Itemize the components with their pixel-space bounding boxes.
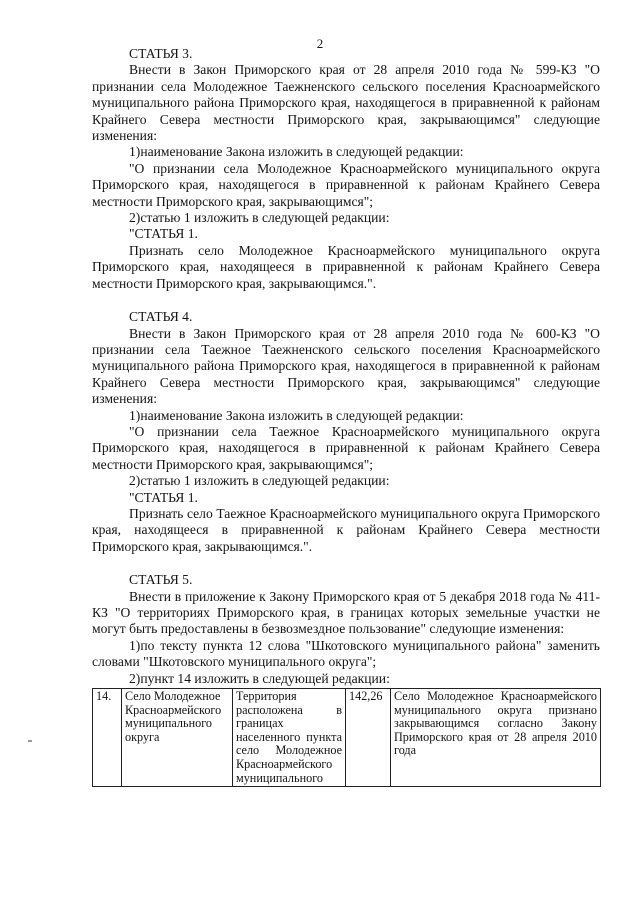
table-cell-area: 142,26 [346,689,391,787]
article-4-quote-heading: "СТАТЬЯ 1. [129,489,198,505]
table-cell-number: 14. [93,689,122,787]
article-4-item-1-text: "О признании села Таежное Красноармейского муниципального округа Приморского края, находящегося в приравненной к районам Крайнего Севера местности Приморского края, закрывающимся"; [92,423,600,472]
article-5-heading: СТАТЬЯ 5. [129,572,193,588]
article-5-intro: Внести в приложение к Закону Приморского края от 5 декабря 2018 года № 411-КЗ "О территориях Приморского края, в границах которых земельные участки не могут быть предоставлены в безвозмездное пользование" следующие изменения: [92,588,600,637]
article-4-item-1: 1)наименование Закона изложить в следующей редакции: [129,407,464,423]
table-cell-note: Село Молодежное Красноармейского муниципального округа признано закрывающимся согласно Закону Приморского края от 28 апреля 2010 года [391,689,601,787]
article-3-item-1-text: "О признании села Молодежное Красноармейского муниципального округа Приморского края, находящегося в приравненной к районам Крайнего Севера местности Приморского края, закрывающимся"; [92,160,600,209]
article-3-intro: Внести в Закон Приморского края от 28 апреля 2010 года № 599-КЗ "О признании села Молодежное Таежненского сельского поселения Красноармейского муниципального района Приморского края, находящегося в приравненной к районам Крайнего Севера местности Приморского края, закрывающимся" следующие изменения: [92,62,600,144]
article-3-quote-heading: "СТАТЬЯ 1. [129,226,198,242]
article-4-heading: СТАТЬЯ 4. [129,309,193,325]
article-4-item-2: 2)статью 1 изложить в следующей редакции: [129,473,390,489]
article-5-item-2: 2)пункт 14 изложить в следующей редакции: [129,670,390,686]
article-3-heading: СТАТЬЯ 3. [129,46,193,61]
page-number: 2 [316,36,324,51]
article-3-quote-text: Признать село Молодежное Красноармейского муниципального округа Приморского края, находящееся в приравненной к районам Крайнего Севера местности Приморского края, закрывающимся.". [92,242,600,291]
article-4-intro: Внести в Закон Приморского края от 28 апреля 2010 года № 600-КЗ "О признании села Таежное Таежненского сельского поселения Красноармейского муниципального района Приморского края, находящегося в приравненной к районам Крайнего Севера местности Приморского края, закрывающимся" следующие изменения: [92,325,600,407]
article-3-item-1: 1)наименование Закона изложить в следующей редакции: [129,144,464,160]
land-territory-table [92,688,601,787]
table-row [93,689,601,787]
table-cell-territory: Территория расположена в границах населенного пункта село Молодежное Красноармейского муниципального [233,689,346,787]
article-4-quote-text: Признать село Таежное Красноармейского муниципального округа Приморского края, находящееся в приравненной к районам Крайнего Севера местности Приморского края, закрывающимся.". [92,505,600,554]
table-cell-settlement: Село Молодежное Красноармейского муниципального округа [122,689,233,787]
article-3-item-2: 2)статью 1 изложить в следующей редакции: [129,210,390,226]
scan-mark [28,740,32,742]
document-body [92,46,600,787]
article-5-item-1: 1)по тексту пункта 12 слова "Шкотовского муниципального района" заменить словами "Шкотовского муниципального округа"; [92,637,600,670]
